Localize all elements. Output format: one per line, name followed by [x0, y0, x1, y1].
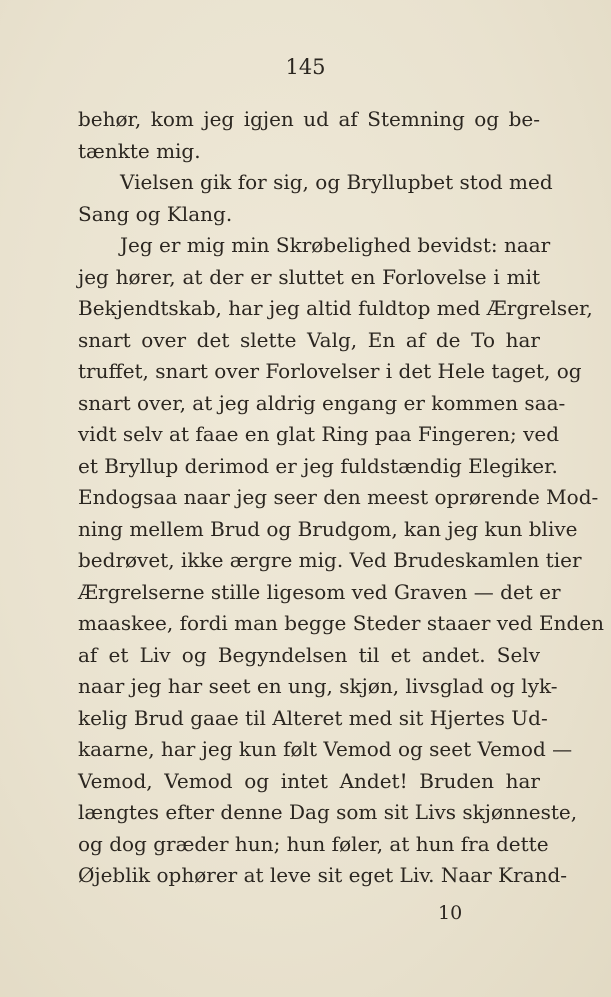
text-line: Vielsen gik for sig, og Bryllupbet stod med	[120, 170, 553, 194]
text-line: snart over, at jeg aldrig engang er kommen saa-	[78, 390, 566, 415]
text-line: snart over det slette Valg, En af de To har	[78, 327, 540, 352]
text-line: kelig Brud gaae til Alteret med sit Hjertes Ud-	[78, 705, 548, 730]
text-line: Endogsaa naar jeg seer den meest oprørende Mod-	[78, 485, 599, 509]
text-line: truffet, snart over Forlovelser i det Hele taget, og	[78, 359, 582, 383]
text-line: et Bryllup derimod er jeg fuldstændig Elegiker.	[78, 453, 558, 478]
text-line: længtes efter denne Dag som sit Livs skjønneste,	[78, 800, 578, 824]
text-line: behør, kom jeg igjen ud af Stemning og be-	[78, 107, 540, 131]
page-number: 145	[285, 55, 326, 79]
text-line: Bekjendtskab, har jeg altid fuldtop med Ærgrelser,	[78, 296, 593, 320]
text-line: Øjeblik ophører at leve sit eget Liv. Naar Krand-	[78, 863, 568, 887]
text-line: af et Liv og Begyndelsen til et andet. Selv	[78, 642, 540, 667]
text-line: bedrøvet, ikke ærgre mig. Ved Brudeskamlen tier	[78, 548, 582, 572]
text-line: jeg hører, at der er sluttet en Forlovelse i mit	[78, 264, 540, 289]
text-line: naar jeg har seet en ung, skjøn, livsglad og lyk-	[78, 674, 558, 698]
text-line: vidt selv at faae en glat Ring paa Fingeren; ved	[78, 422, 560, 446]
text-line: Sang og Klang.	[78, 201, 233, 226]
text-line: kaarne, har jeg kun følt Vemod og seet Vemod —	[78, 737, 573, 761]
body-text	[78, 104, 605, 892]
signature-mark: 10	[438, 902, 463, 924]
text-line: tænkte mig.	[78, 138, 201, 163]
text-line: maaskee, fordi man begge Steder staaer ved Enden	[78, 611, 605, 635]
text-line: Jeg er mig min Skrøbelighed bevidst: naar	[120, 233, 551, 257]
text-line: Vemod, Vemod og intet Andet! Bruden har	[78, 768, 540, 793]
text-line: og dog græder hun; hun føler, at hun fra dette	[78, 831, 549, 856]
text-line: Ærgrelserne stille ligesom ved Graven — det er	[78, 579, 561, 604]
text-line: ning mellem Brud og Brudgom, kan jeg kun blive	[78, 516, 578, 541]
